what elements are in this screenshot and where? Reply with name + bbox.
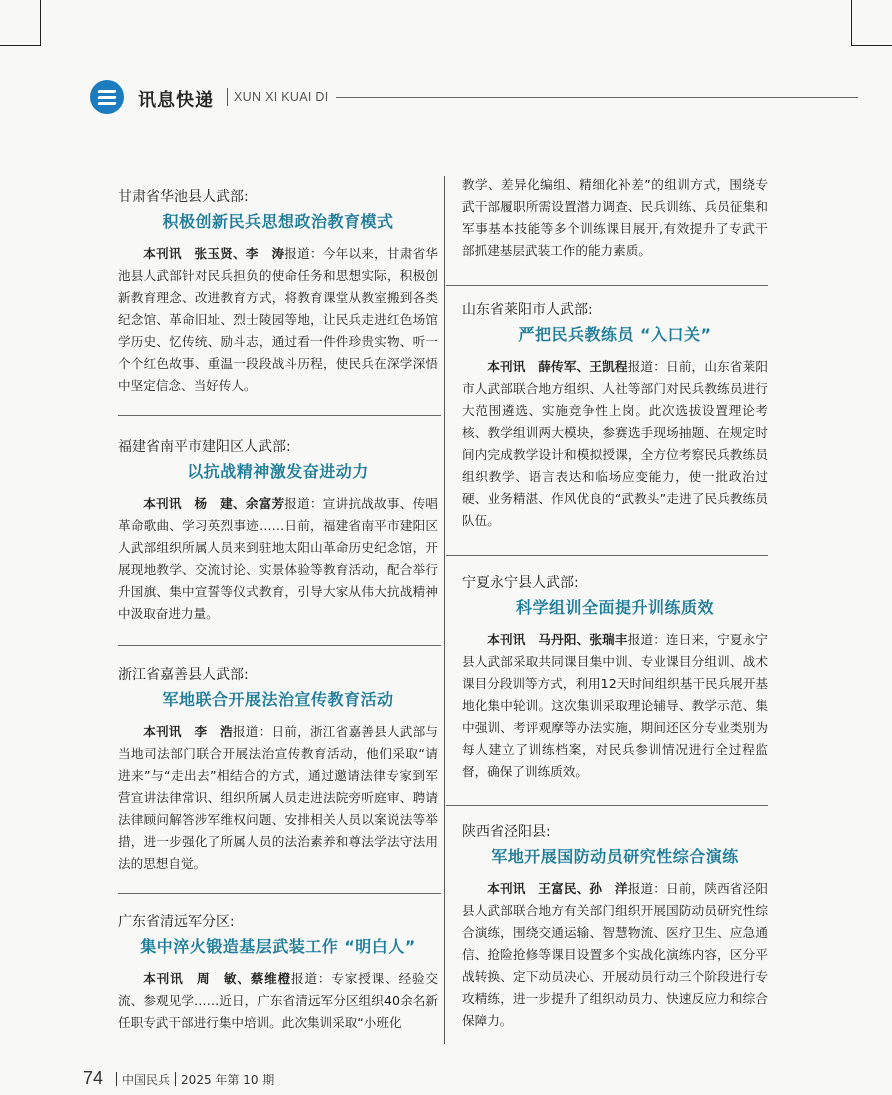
page-footer — [83, 1068, 274, 1089]
page-number: 74 — [83, 1068, 104, 1088]
crop-mark — [40, 0, 41, 46]
footer-separator — [116, 1072, 117, 1086]
article-byline: 本刊讯 马丹阳、张瑞丰 — [487, 632, 628, 647]
column-divider — [444, 176, 445, 1044]
article-text: 报道：专家授课、经验交流、参观见学……近日，广东省清远军分区组织40余名新任职专武干部进行集中培训。此次集训采取“小班化 — [118, 971, 439, 1030]
article-byline: 本刊讯 杨 建、余富芳 — [143, 496, 285, 511]
article-text: 报道：日前，陕西省泾阳县人武部联合地方有关部门组织开展国防动员研究性综合演练，围绕交通运输、智慧物流、医疗卫生、应急通信、抢险抢修等课目设置多个实战化演练内容，区分平战转换、定下动员决心、开展动员行动三个阶段进行专攻精练，进一步提升了组织动员力、快速反应力和综合保障力。 — [462, 881, 769, 1028]
article-text: 报道：日前，浙江省嘉善县人武部与当地司法部门联合开展法治宣传教育活动，他们采取“请进来”与“走出去”相结合的方式，通过邀请法律专家到军营宣讲法律常识、组织所属人员走进法院旁听庭审、聘请法律顾问解答涉军维权问题、安排相关人员以案说法等举措，进一步强化了所属人员的法治素养和尊法学法守法用法的思想自觉。 — [118, 724, 438, 871]
article-divider — [118, 415, 441, 416]
article — [118, 186, 438, 397]
article-source: 浙江省嘉善县人武部: — [118, 667, 249, 683]
article-source: 福建省南平市建阳区人武部: — [118, 439, 291, 455]
article-title: 科学组训全面提升训练质效 — [515, 598, 714, 617]
article-title: 军地联合开展法治宣传教育活动 — [162, 690, 394, 709]
article-title: 军地开展国防动员研究性综合演练 — [491, 847, 739, 866]
article-source: 山东省莱阳市人武部: — [462, 302, 593, 318]
article-divider — [446, 555, 768, 556]
article-text: 报道：宣讲抗战故事、传唱革命歌曲、学习英烈事迹……日前，福建省南平市建阳区人武部组织所属人员来到驻地太阳山革命历史纪念馆，开展现地教学、交流讨论、实景体验等教育活动，配合举行升国旗、集中宣誓等仪式教育，引导大家从伟大抗战精神中汲取奋进力量。 — [118, 496, 438, 621]
article-title: 集中淬火锻造基层武装工作 “明白人” — [140, 937, 416, 956]
article-body — [462, 878, 768, 1032]
article-byline: 本刊讯 李 浩 — [143, 724, 233, 739]
article-divider — [118, 893, 441, 894]
article — [118, 664, 438, 875]
article — [462, 821, 768, 1032]
article — [462, 299, 768, 532]
section-title: 讯息快递 — [138, 90, 214, 111]
footer-separator — [175, 1072, 176, 1086]
header-separator — [227, 88, 228, 106]
article-byline: 本刊讯 薛传军、王凯程 — [487, 359, 628, 374]
article-divider — [118, 645, 441, 646]
crop-mark — [851, 0, 852, 46]
article-divider — [446, 805, 768, 806]
article-source: 陕西省泾阳县: — [462, 824, 551, 840]
article-text: 报道：今年以来，甘肃省华池县人武部针对民兵担负的使命任务和思想实际，积极创新教育理念、改进教育方式，将教育课堂从教室搬到各类纪念馆、革命旧址、烈士陵园等地，让民兵走进红色场馆学历史、忆传统、励斗志，通过看一件件珍贵实物、听一个个红色故事、重温一段段战斗历程，使民兵在深学深悟中坚定信念、当好传人。 — [118, 246, 438, 393]
article-body — [462, 356, 768, 532]
article-body — [462, 629, 768, 783]
section-pinyin: XUN XI KUAI DI — [234, 90, 329, 104]
article-text: 报道：连日来，宁夏永宁县人武部采取共同课目集中训、专业课目分组训、战术课目分段训等方式，利用12天时间组织基干民兵展开基地化集中轮训。这次集训采取理论辅导、教学示范、集中强训、考评观摩等办法实施，期间还区分专业类别为每人建立了训练档案，对民兵参训情况进行全过程监督，确保了训练质效。 — [462, 632, 769, 779]
article-body — [118, 493, 438, 625]
article-source: 广东省清远军分区: — [118, 914, 235, 930]
article-title: 严把民兵教练员 “入口关” — [518, 325, 712, 344]
article — [462, 572, 768, 783]
article-body — [118, 721, 438, 875]
article-byline: 本刊讯 王富民、孙 洋 — [487, 881, 628, 896]
article-divider — [446, 285, 768, 286]
article-body — [118, 968, 438, 1034]
article — [118, 911, 438, 1034]
crop-mark — [852, 45, 892, 46]
article-text: 报道：日前，山东省莱阳市人武部联合地方组织、人社等部门对民兵教练员进行大范围遴选、实施竞争性上岗。此次选拔设置理论考核、教学组训两大模块，参赛选手现场抽题、在规定时间内完成教学设计和模拟授课，全方位考察民兵教练员组织教学、语言表达和临场应变能力，使一批政治过硬、业务精湛、作风优良的“武教头”走进了民兵教练员队伍。 — [462, 359, 769, 528]
crop-mark — [0, 45, 40, 46]
article-source: 宁夏永宁县人武部: — [462, 575, 579, 591]
article-byline: 本刊讯 张玉贤、李 涛 — [143, 246, 285, 261]
issue-label: 2025 年第 10 期 — [181, 1073, 275, 1087]
article-title: 以抗战精神激发奋进动力 — [187, 462, 369, 481]
article-text-continued: 教学、差异化编组、精细化补差”的组训方式，围绕专武干部履职所需设置潜力调查、民兵训练、兵员征集和军事基本技能等多个训练课目展开,有效提升了专武干部抓建基层武装工作的能力素质。 — [462, 177, 768, 258]
list-lines-icon — [90, 80, 124, 114]
article-continued — [462, 174, 768, 262]
article-source: 甘肃省华池县人武部: — [118, 189, 249, 205]
article-body — [118, 243, 438, 397]
magazine-name: 中国民兵 — [122, 1073, 171, 1087]
article — [118, 436, 438, 625]
article-byline: 本刊讯 周 敏、蔡维橙 — [143, 971, 292, 986]
article-title: 积极创新民兵思想政治教育模式 — [162, 212, 394, 231]
header-rule — [336, 97, 858, 98]
